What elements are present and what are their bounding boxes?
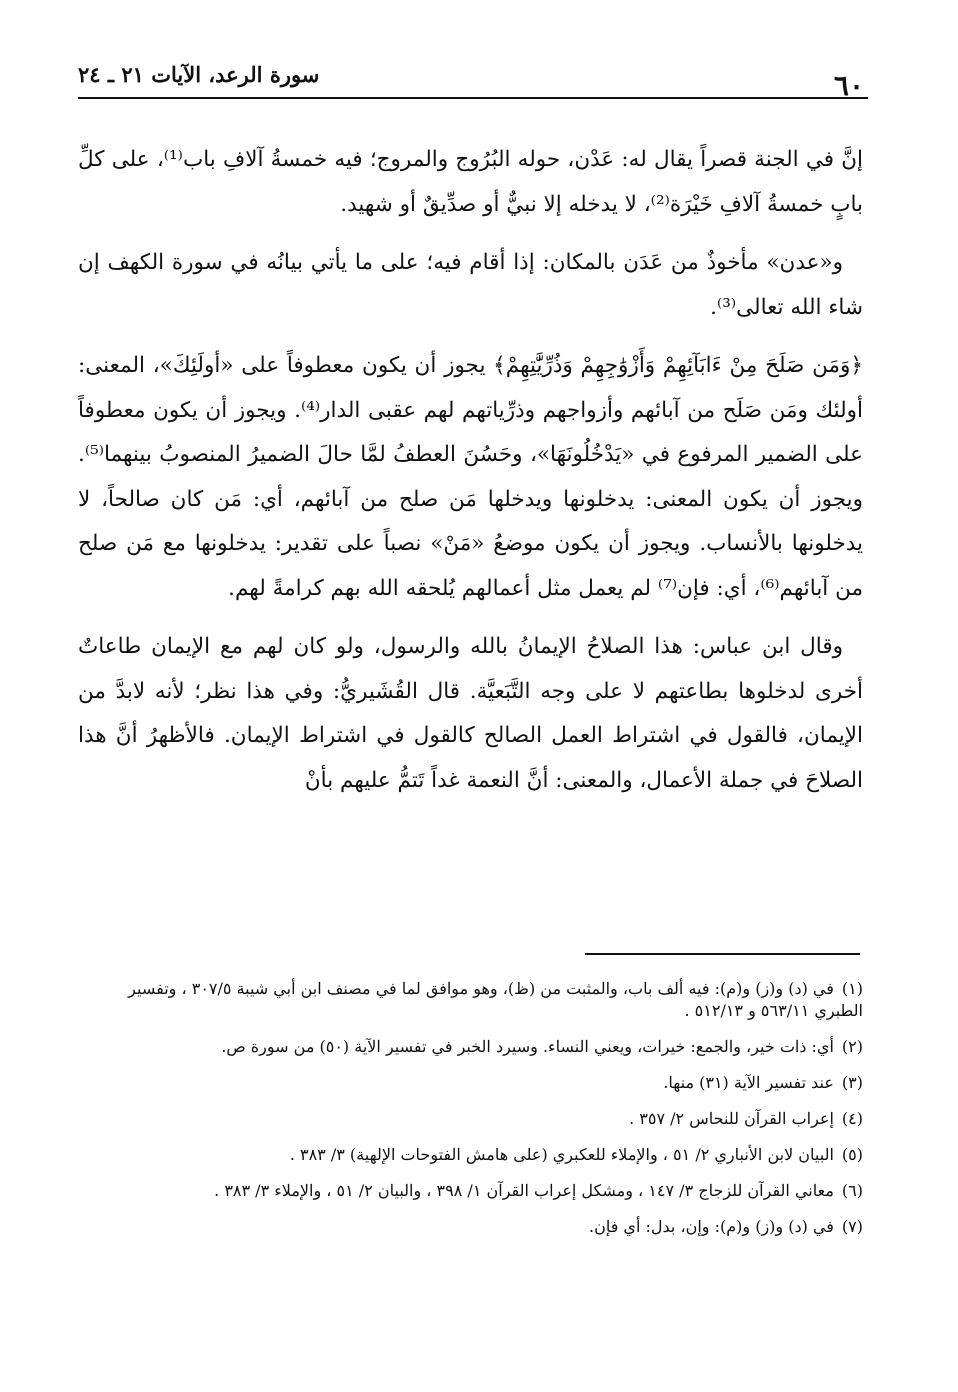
footnotes xyxy=(78,978,863,1252)
page-header xyxy=(78,58,868,102)
body-paragraph: و«عدن» مأخوذٌ من عَدَن بالمكان: إذا أقام فيه؛ على ما يأتي بيانُه في سورة الكهف إن شاء الله تعالى⁽³⁾. xyxy=(78,250,863,320)
footnote-text: في (د) و(ز) و(م): فيه ألف باب، والمثبت من (ظ)، وهو موافق لما في مصنف ابن أبي شيبة ٣٠٧/٥ ، وتفسير الطبري ٥٦٣/١١ و ٥١٢/١٣ . xyxy=(128,979,863,1020)
body-text xyxy=(78,138,863,817)
footnote xyxy=(78,1036,863,1058)
body-paragraph: ﴿وَمَن صَلَحَ مِنْ ءَابَآئِهِمْ وَأَزْوَٰجِهِمْ وَذُرِّيَّٰتِهِمْ﴾ يجوز أن يكون معطوفاً على «أولَئِكَ»، المعنى: أولئك ومَن صَلَح من آبائهم وأزواجهم وذرِّياتهم لهم عقبى الدار⁽⁴⁾. ويجوز أن يكون معطوفاً على الضمير المرفوع في «يَدْخُلُونَهَا»، وحَسُنَ العطفُ لمَّا حالَ الضميرُ المنصوبُ بينهما⁽⁵⁾. ويجوز أن يكون المعنى: يدخلونها ويدخلها مَن صلح من آبائهم، أي: مَن كان صالحاً، لا يدخلونها بالأنساب. ويجوز أن يكون موضعُ «مَنْ» نصباً على تقدير: يدخلونها مع مَن صلح من آبائهم⁽⁶⁾، أي: فإن⁽⁷⁾ لم يعمل مثل أعمالهم يُلحقه الله بهم كرامةً لهم. xyxy=(78,353,863,601)
footnote-text: في (د) و(ز) و(م): وإن، بدل: أي فإن. xyxy=(588,1217,834,1236)
footnote-number: (٥) xyxy=(841,1145,863,1164)
footnote xyxy=(78,978,863,1022)
body-paragraph: إنَّ في الجنة قصراً يقال له: عَدْن، حوله البُرُوج والمروج؛ فيه خمسةُ آلافِ باب⁽¹⁾، على كلِّ بابٍ خمسةُ آلافِ خَيْرَة⁽²⁾، لا يدخله إلا نبيٌّ أو صدِّيقٌ أو شهيد. xyxy=(78,147,863,217)
footnote xyxy=(78,1216,863,1238)
footnote-text: عند تفسير الآية (٣١) منها. xyxy=(663,1073,834,1092)
footnote-text: إعراب القرآن للنحاس ٢/ ٣٥٧ . xyxy=(629,1109,834,1128)
body-paragraph: وقال ابن عباس: هذا الصلاحُ الإيمانُ بالله والرسول، ولو كان لهم مع الإيمان طاعاتٌ أخرى لدخلوها بطاعتهم لا على وجه التَّبَعيَّة. قال القُشَيريُّ: وفي هذا نظر؛ لأنه لابدَّ من الإيمان، فالقول في اشتراط العمل الصالح كالقول في اشتراط الإيمان. فالأظهرُ أنَّ هذا الصلاحَ في جملة الأعمال، والمعنى: أنَّ النعمة غداً تَتمُّ عليهم بأنْ xyxy=(78,634,863,793)
footnote-number: (٣) xyxy=(841,1073,863,1092)
header-rule xyxy=(78,97,868,99)
footnote-number: (٧) xyxy=(841,1217,863,1236)
footnote-separator xyxy=(585,953,860,955)
footnote-text: البيان لابن الأنباري ٢/ ٥١ ، والإملاء للعكبري (على هامش الفتوحات الإلهية) ٣/ ٣٨٣ . xyxy=(289,1145,834,1164)
running-title: سورة الرعد، الآيات ٢١ ـ ٢٤ xyxy=(78,62,320,87)
footnote-number: (٤) xyxy=(841,1109,863,1128)
footnote-text: معاني القرآن للزجاج ٣/ ١٤٧ ، ومشكل إعراب القرآن ١/ ٣٩٨ ، والبيان ٢/ ٥١ ، والإملاء ٣/ ٣٨٣ . xyxy=(214,1181,834,1200)
footnote-number: (٦) xyxy=(841,1181,863,1200)
page-number: ٦٠ xyxy=(833,69,864,102)
footnote xyxy=(78,1180,863,1202)
footnote-text: أي: ذات خير، والجمع: خيرات، ويعني النساء. وسيرد الخبر في تفسير الآية (٥٠) من سورة ص. xyxy=(221,1037,834,1056)
footnote xyxy=(78,1072,863,1094)
footnote xyxy=(78,1108,863,1130)
footnote-number: (١) xyxy=(841,979,863,998)
footnote xyxy=(78,1144,863,1166)
footnote-number: (٢) xyxy=(841,1037,863,1056)
